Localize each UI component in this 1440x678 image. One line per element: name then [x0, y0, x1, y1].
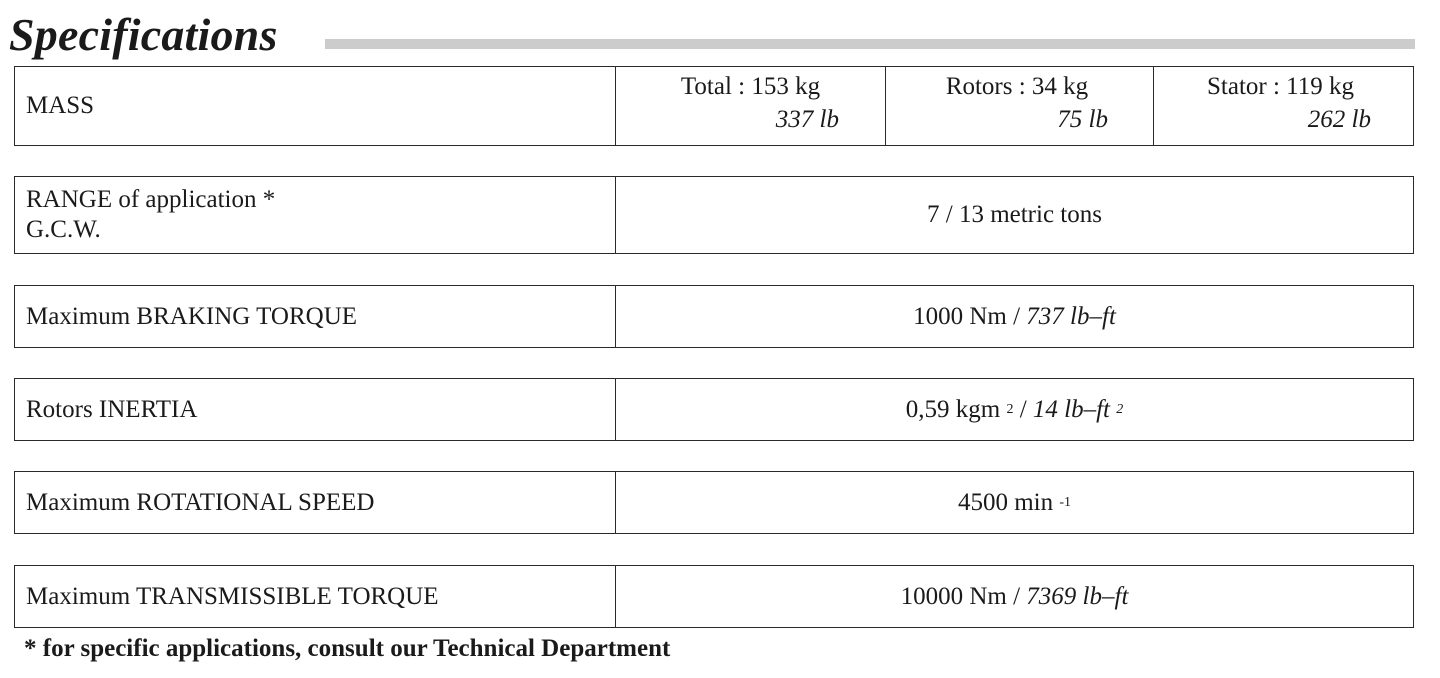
mass-rotors-imperial: 75 lb [1057, 106, 1108, 133]
range-label-line1: RANGE of application * [26, 186, 276, 213]
spec-label-range [15, 177, 616, 253]
footnote: * for specific applications, consult our Technical Department [24, 635, 671, 662]
mass-rotors-metric: Rotors : 34 kg [945, 73, 1089, 100]
spec-row-range [14, 176, 1414, 254]
braking-imperial: 737 lb–ft [1026, 302, 1116, 330]
mass-cell-total [616, 67, 886, 145]
mass-cell-rotors [886, 67, 1154, 145]
range-label-line2: G.C.W. [26, 216, 101, 243]
mass-cell-stator [1154, 67, 1413, 145]
spec-label-rotational-speed: Maximum ROTATIONAL SPEED [15, 472, 616, 533]
transmissible-metric: 10000 Nm / [900, 582, 1027, 610]
spec-row-mass [14, 66, 1414, 146]
inertia-imperial: 14 lb–ft [1032, 395, 1110, 423]
spec-value-braking-torque [616, 286, 1413, 347]
transmissible-imperial: 7369 lb–ft [1026, 582, 1129, 610]
spec-row-braking-torque [14, 285, 1414, 348]
mass-total-imperial: 337 lb [775, 106, 839, 133]
spec-value-transmissible-torque [616, 566, 1413, 627]
spec-value-range: 7 / 13 metric tons [927, 201, 1102, 228]
spec-row-inertia [14, 378, 1414, 441]
braking-metric: 1000 Nm / [913, 302, 1027, 330]
mass-total-metric: Total : 153 kg [680, 73, 821, 100]
spec-label-braking-torque: Maximum BRAKING TORQUE [15, 286, 616, 347]
spec-label-inertia: Rotors INERTIA [15, 379, 616, 440]
spec-label-mass: MASS [15, 67, 616, 145]
title-rule [325, 39, 1415, 49]
speed-value: 4500 min [957, 488, 1054, 516]
spec-value-rotational-speed: 4500 min -1 [957, 488, 1072, 516]
spec-value-inertia: 0,59 kgm 2 / 14 lb–ft 2 [905, 395, 1124, 423]
mass-stator-imperial: 262 lb [1307, 106, 1371, 133]
inertia-separator: / [1013, 395, 1033, 423]
spec-row-transmissible-torque [14, 565, 1414, 628]
page-title: Specifications [9, 9, 278, 60]
spec-row-rotational-speed [14, 471, 1414, 534]
mass-stator-metric: Stator : 119 kg [1207, 73, 1354, 100]
inertia-metric: 0,59 kgm [905, 395, 1001, 423]
spec-label-transmissible-torque: Maximum TRANSMISSIBLE TORQUE [15, 566, 616, 627]
